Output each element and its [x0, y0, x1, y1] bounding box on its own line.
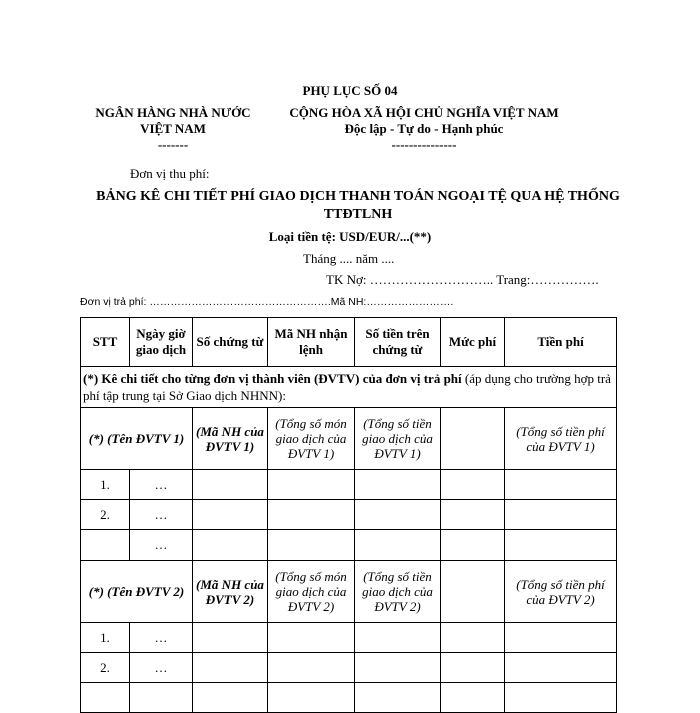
note-bold: (*) Kê chi tiết cho từng đơn vị thành viên (ĐVTV) của đơn vị trả phí [83, 371, 462, 386]
col-header-stt: STT [81, 318, 130, 367]
member-amount-2: (Tổng số tiền giao dịch của ĐVTV 2) [355, 561, 441, 623]
payer-line: Đơn vị trả phí: …………………………………………….Mã NH:……………………. [80, 296, 454, 308]
table-row [81, 623, 617, 653]
main-title [60, 188, 656, 224]
member-name-2: (*) (Tên ĐVTV 2) [81, 561, 193, 623]
member-name-1: (*) (Tên ĐVTV 1) [81, 408, 193, 470]
issuer-dashes: ------- [157, 137, 189, 152]
month-line: Tháng .... năm .... [303, 251, 395, 266]
table-row [81, 530, 617, 561]
member-note [81, 367, 617, 408]
member-fee-1: (Tổng số tiền phí của ĐVTV 1) [505, 408, 617, 470]
table-row [81, 683, 617, 713]
col-header-fee-rate: Mức phí [441, 318, 505, 367]
motto-dashes: --------------- [391, 137, 457, 152]
row-ellipsis: … [130, 500, 193, 530]
row-ellipsis: … [130, 623, 193, 653]
member-bank-code-1: (Mã NH của ĐVTV 1) [193, 408, 268, 470]
national-header [268, 105, 580, 153]
table-row [81, 470, 617, 500]
main-title-line1: BẢNG KÊ CHI TIẾT PHÍ GIAO DỊCH THANH TOÁN NGOẠI TỆ QUA HỆ THỐNG [96, 189, 620, 204]
issuer-line2: VIỆT NAM [140, 121, 206, 136]
row-number: 2. [81, 653, 130, 683]
row-number: 2. [81, 500, 130, 530]
member-bank-code-2: (Mã NH của ĐVTV 2) [193, 561, 268, 623]
member-count-1: (Tổng số món giao dịch của ĐVTV 1) [268, 408, 355, 470]
appendix-title: PHỤ LỤC SỐ 04 [302, 83, 398, 98]
note-row [81, 367, 617, 408]
table-row [81, 500, 617, 530]
member-fee-rate-2 [441, 561, 505, 623]
group-row-1 [81, 408, 617, 470]
col-header-amount: Số tiền trên chứng từ [355, 318, 441, 367]
col-header-receiving-bank: Mã NH nhận lệnh [268, 318, 355, 367]
member-count-2: (Tổng số món giao dịch của ĐVTV 2) [268, 561, 355, 623]
main-title-line2: TTĐTLNH [323, 207, 393, 222]
republic-name: CỘNG HÒA XÃ HỘI CHỦ NGHĨA VIỆT NAM [289, 105, 559, 120]
issuer-block [84, 105, 262, 153]
member-fee-rate-1 [441, 408, 505, 470]
row-number: 1. [81, 623, 130, 653]
member-fee-2: (Tổng số tiền phí của ĐVTV 2) [505, 561, 617, 623]
account-line: TK Nợ: ……………………….. Trang:……………. [326, 272, 599, 287]
group-row-2 [81, 561, 617, 623]
issuer-line1: NGÂN HÀNG NHÀ NƯỚC [95, 105, 251, 120]
col-header-datetime: Ngày giờ giao dịch [130, 318, 193, 367]
motto: Độc lập - Tự do - Hạnh phúc [344, 121, 504, 136]
note-normal: (áp dụng cho trường hợp trả phí tập trung tại Sở Giao dịch NHNN): [83, 371, 611, 403]
row-ellipsis: … [130, 653, 193, 683]
fee-detail-table [80, 317, 617, 713]
col-header-voucher: Số chứng từ [193, 318, 268, 367]
collector-label: Đơn vị thu phí: [130, 166, 210, 181]
currency-line: Loại tiền tệ: USD/EUR/...(**) [268, 229, 432, 244]
table-row [81, 653, 617, 683]
col-header-fee: Tiền phí [505, 318, 617, 367]
row-number: 1. [81, 470, 130, 500]
row-ellipsis: … [130, 530, 193, 561]
header-row [81, 318, 617, 367]
row-ellipsis: … [130, 470, 193, 500]
member-amount-1: (Tổng số tiền giao dịch của ĐVTV 1) [355, 408, 441, 470]
